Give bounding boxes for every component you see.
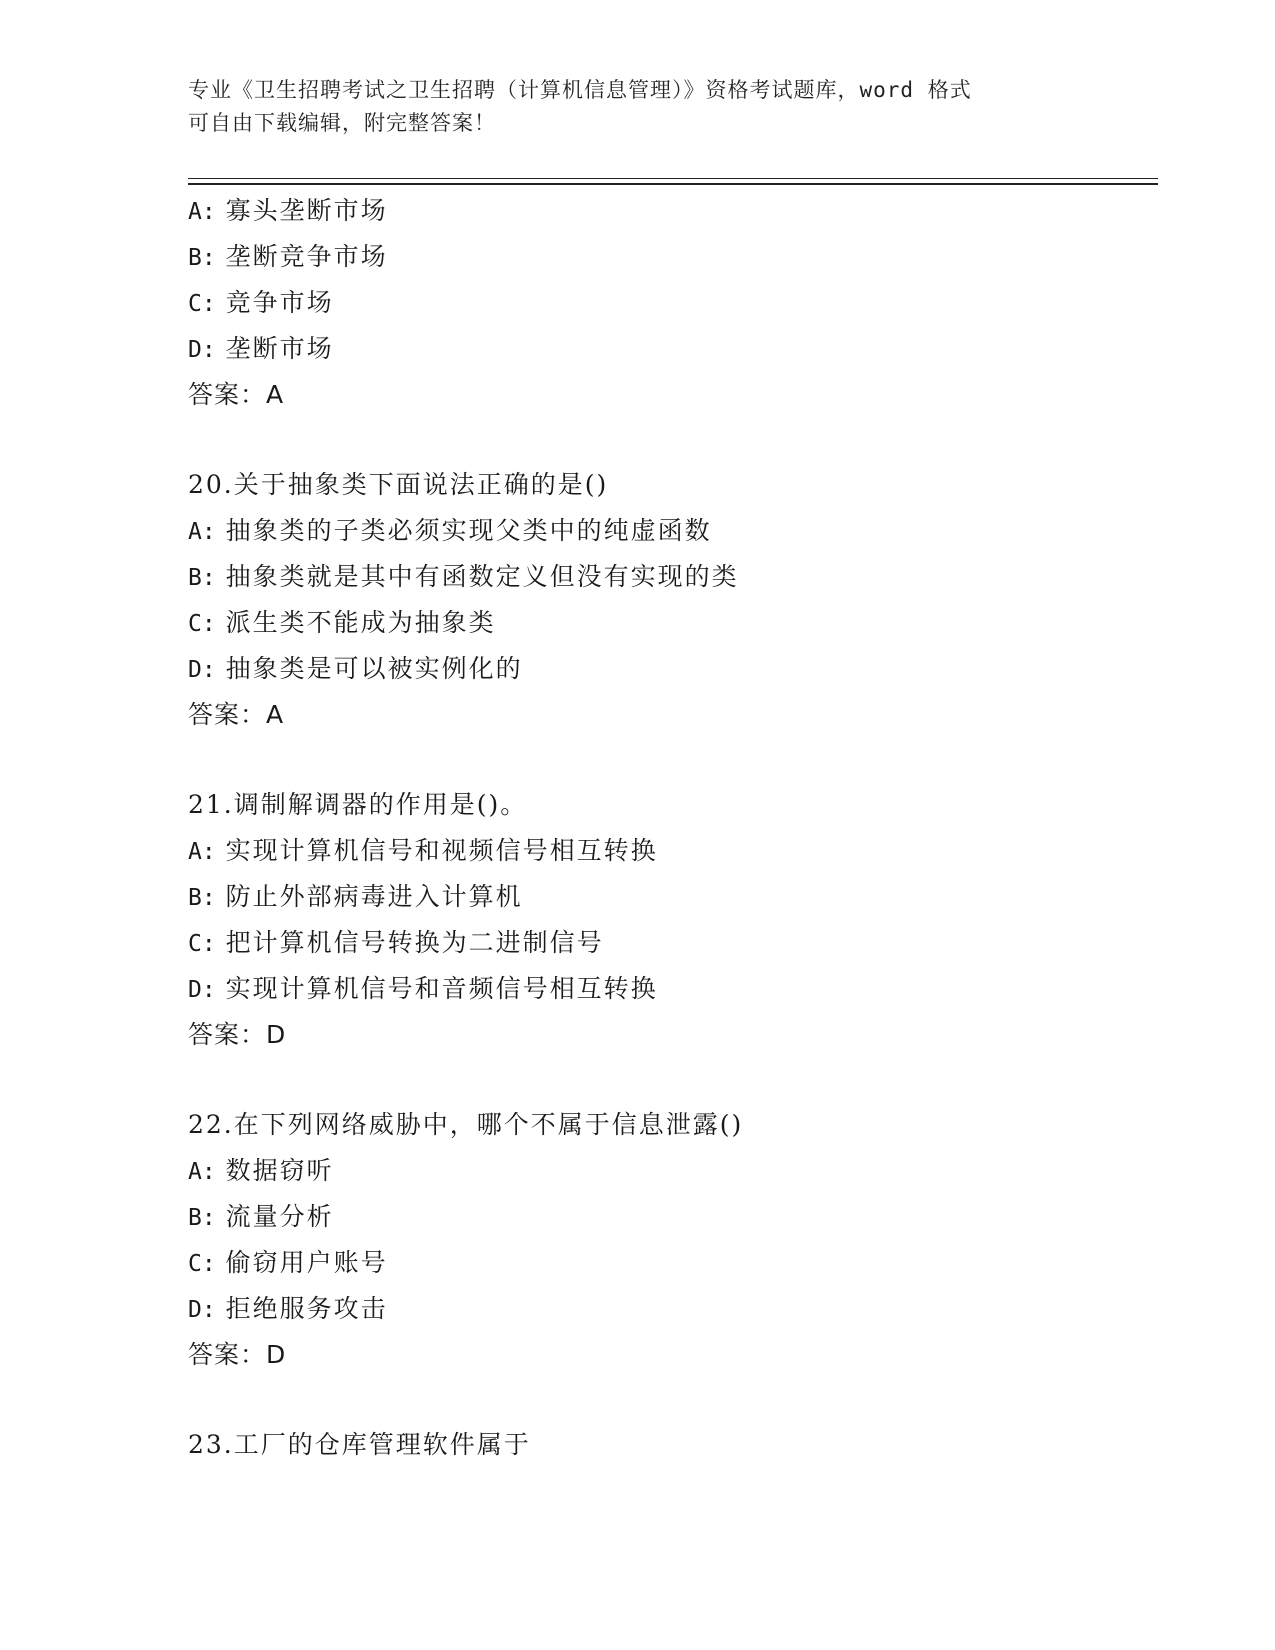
option-a: A: 数据窃听 [188, 1156, 334, 1185]
question-title: 22.在下列网络威胁中，哪个不属于信息泄露() [188, 1110, 744, 1139]
answer: 答案：D [188, 1340, 287, 1369]
header-line-1: 专业《卫生招聘考试之卫生招聘（计算机信息管理）》资格考试题库，word 格式 [188, 78, 972, 102]
option-c: C: 偷窃用户账号 [188, 1248, 388, 1277]
option-a: A: 抽象类的子类必须实现父类中的纯虚函数 [188, 516, 712, 545]
option-d: D: 实现计算机信号和音频信号相互转换 [188, 974, 658, 1003]
option-b: B: 流量分析 [188, 1202, 334, 1231]
option-d: D: 抽象类是可以被实例化的 [188, 654, 523, 683]
option-b: B: 防止外部病毒进入计算机 [188, 882, 523, 911]
question-block [188, 1102, 1148, 1378]
question-title: 20.关于抽象类下面说法正确的是() [188, 470, 609, 499]
option-c: C: 派生类不能成为抽象类 [188, 608, 496, 637]
question-block [188, 462, 1148, 738]
document-header [188, 74, 1068, 140]
option-c: C: 竞争市场 [188, 288, 334, 317]
question-block [188, 782, 1148, 1058]
question-block [188, 1422, 1148, 1468]
answer: 答案：A [188, 700, 285, 729]
question-list [188, 188, 1148, 1468]
question-block [188, 188, 1148, 418]
header-divider-thick [188, 183, 1158, 185]
option-c: C: 把计算机信号转换为二进制信号 [188, 928, 604, 957]
question-title: 23.工厂的仓库管理软件属于 [188, 1430, 531, 1459]
option-a: A: 实现计算机信号和视频信号相互转换 [188, 836, 658, 865]
header-line-2: 可自由下载编辑，附完整答案！ [188, 111, 496, 135]
answer: 答案：D [188, 1020, 287, 1049]
option-a: A: 寡头垄断市场 [188, 196, 388, 225]
header-divider [188, 178, 1158, 179]
option-b: B: 垄断竞争市场 [188, 242, 388, 271]
option-d: D: 垄断市场 [188, 334, 334, 363]
option-d: D: 拒绝服务攻击 [188, 1294, 388, 1323]
answer: 答案：A [188, 380, 285, 409]
option-b: B: 抽象类就是其中有函数定义但没有实现的类 [188, 562, 739, 591]
question-title: 21.调制解调器的作用是()。 [188, 790, 528, 819]
